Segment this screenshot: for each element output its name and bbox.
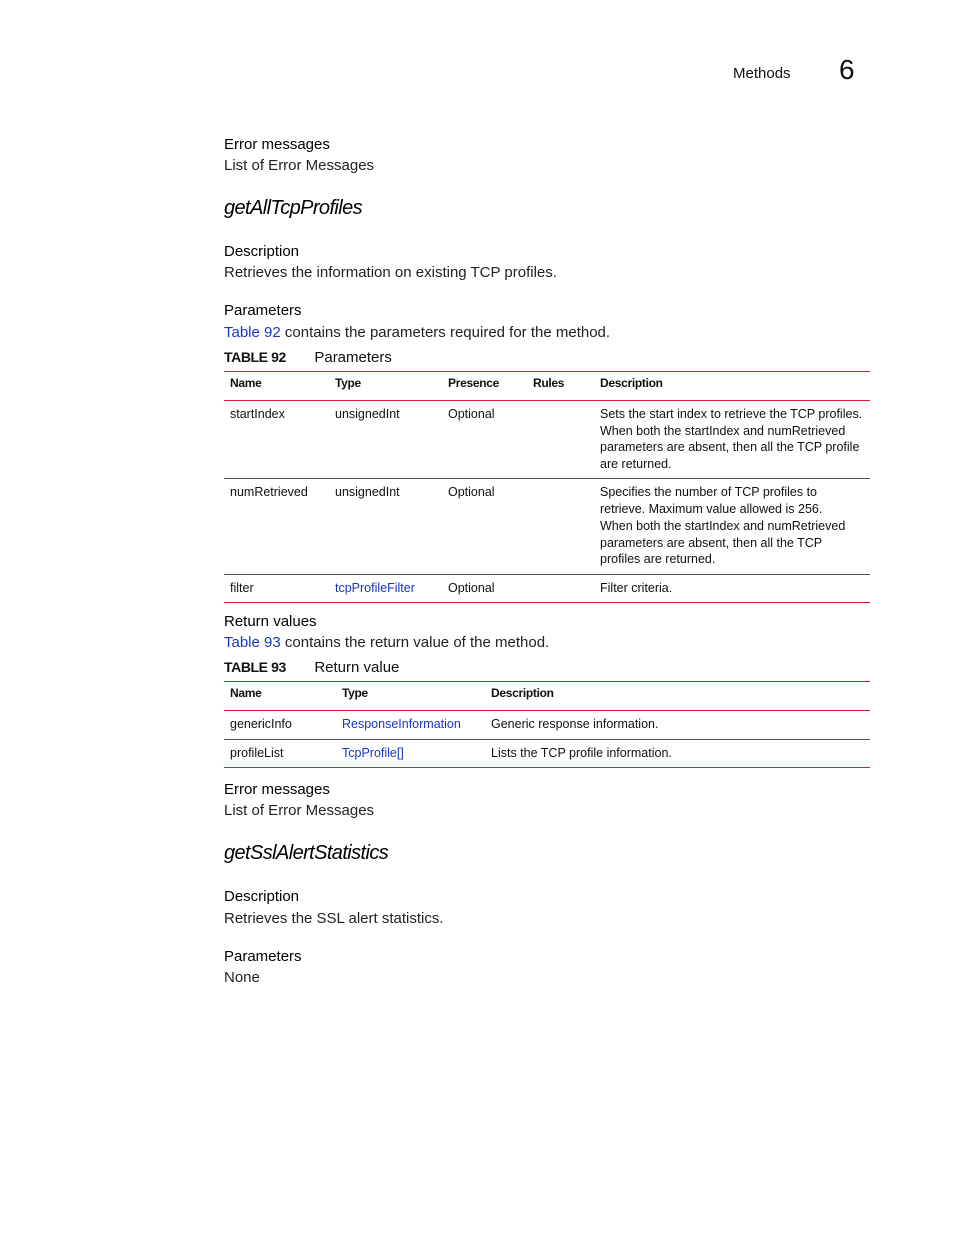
error-messages-link[interactable]: List of Error Messages <box>224 157 375 174</box>
param-presence: Optional <box>442 401 527 479</box>
parameters-text: None <box>224 969 260 986</box>
description-heading: Description <box>224 243 300 260</box>
return-values-intro-text: contains the return value of the method. <box>280 634 550 651</box>
param-description-text: Specifies the number of TCP profiles to retrieve. Maximum value allowed is 256. <box>600 485 823 516</box>
param-description <box>594 574 870 603</box>
parameters-intro-text: contains the parameters required for the method. <box>280 324 611 341</box>
return-description: Generic response information. <box>485 711 870 740</box>
param-rules <box>527 574 594 603</box>
parameters-heading: Parameters <box>224 302 302 319</box>
table-header-row <box>224 372 870 401</box>
error-messages-heading: Error messages <box>224 781 330 798</box>
return-name: genericInfo <box>224 711 336 740</box>
param-type-cell <box>329 574 442 603</box>
param-presence: Optional <box>442 479 527 575</box>
table-caption-text: Parameters <box>314 349 392 366</box>
section-title-getalltcpprofiles: getAllTcpProfiles <box>224 197 363 219</box>
description-heading: Description <box>224 888 300 905</box>
return-description: Lists the TCP profile information. <box>485 739 870 768</box>
return-type-link[interactable]: TcpProfile <box>342 745 397 760</box>
chapter-number: 6 <box>839 54 855 85</box>
param-description-text: Filter criteria. <box>600 580 673 595</box>
table-label: TABLE 92 <box>224 349 286 365</box>
description-text: Retrieves the information on existing TCP profiles. <box>224 264 557 281</box>
table-row <box>224 574 870 603</box>
param-name: startIndex <box>224 401 329 479</box>
table-row <box>224 711 870 740</box>
table-93-link[interactable]: Table 93 <box>224 634 281 651</box>
column-header: Type <box>329 372 442 401</box>
column-header: Type <box>336 682 485 711</box>
parameters-intro <box>224 324 610 341</box>
return-name: profileList <box>224 739 336 768</box>
return-type-cell <box>336 711 485 740</box>
table-92-caption <box>224 349 392 367</box>
table-row <box>224 401 870 479</box>
column-header: Description <box>594 372 870 401</box>
param-description-text: Sets the start index to retrieve the TCP profiles. When both the startIndex and numRetrieved parameters are absent, then all the TCP profile are returned. <box>600 407 863 471</box>
param-type: unsignedInt <box>329 479 442 575</box>
table-row <box>224 479 870 575</box>
parameters-table <box>224 371 870 603</box>
table-92-link[interactable]: Table 92 <box>224 324 281 341</box>
table-caption-text: Return value <box>314 659 400 676</box>
return-type-cell <box>336 739 485 768</box>
column-header: Description <box>485 682 870 711</box>
column-header: Name <box>224 682 336 711</box>
table-93-caption <box>224 659 399 677</box>
column-header: Name <box>224 372 329 401</box>
parameters-heading: Parameters <box>224 948 302 965</box>
section-title-getsslalertstatistics: getSslAlertStatistics <box>224 842 389 864</box>
param-description <box>594 479 870 575</box>
return-values-heading: Return values <box>224 613 317 630</box>
chapter-title: Methods <box>733 65 791 82</box>
return-values-intro <box>224 634 549 651</box>
param-presence: Optional <box>442 574 527 603</box>
table-header-row <box>224 682 870 711</box>
param-name: filter <box>224 574 329 603</box>
table-label: TABLE 93 <box>224 659 286 675</box>
return-value-table <box>224 681 870 768</box>
param-description <box>594 401 870 479</box>
param-rules <box>527 479 594 575</box>
error-messages-link[interactable]: List of Error Messages <box>224 802 375 819</box>
param-rules <box>527 401 594 479</box>
description-text: Retrieves the SSL alert statistics. <box>224 910 444 927</box>
param-description-text: When both the startIndex and numRetrieved parameters are absent, then all the TCP profiles are returned. <box>600 519 846 566</box>
return-type-suffix: [] <box>396 745 404 760</box>
error-messages-heading: Error messages <box>224 136 330 153</box>
column-header: Rules <box>527 372 594 401</box>
param-type-link[interactable]: tcpProfileFilter <box>335 580 415 595</box>
return-type-link[interactable]: ResponseInformation <box>342 717 461 731</box>
param-type: unsignedInt <box>329 401 442 479</box>
column-header: Presence <box>442 372 527 401</box>
param-name: numRetrieved <box>224 479 329 575</box>
table-row <box>224 739 870 768</box>
